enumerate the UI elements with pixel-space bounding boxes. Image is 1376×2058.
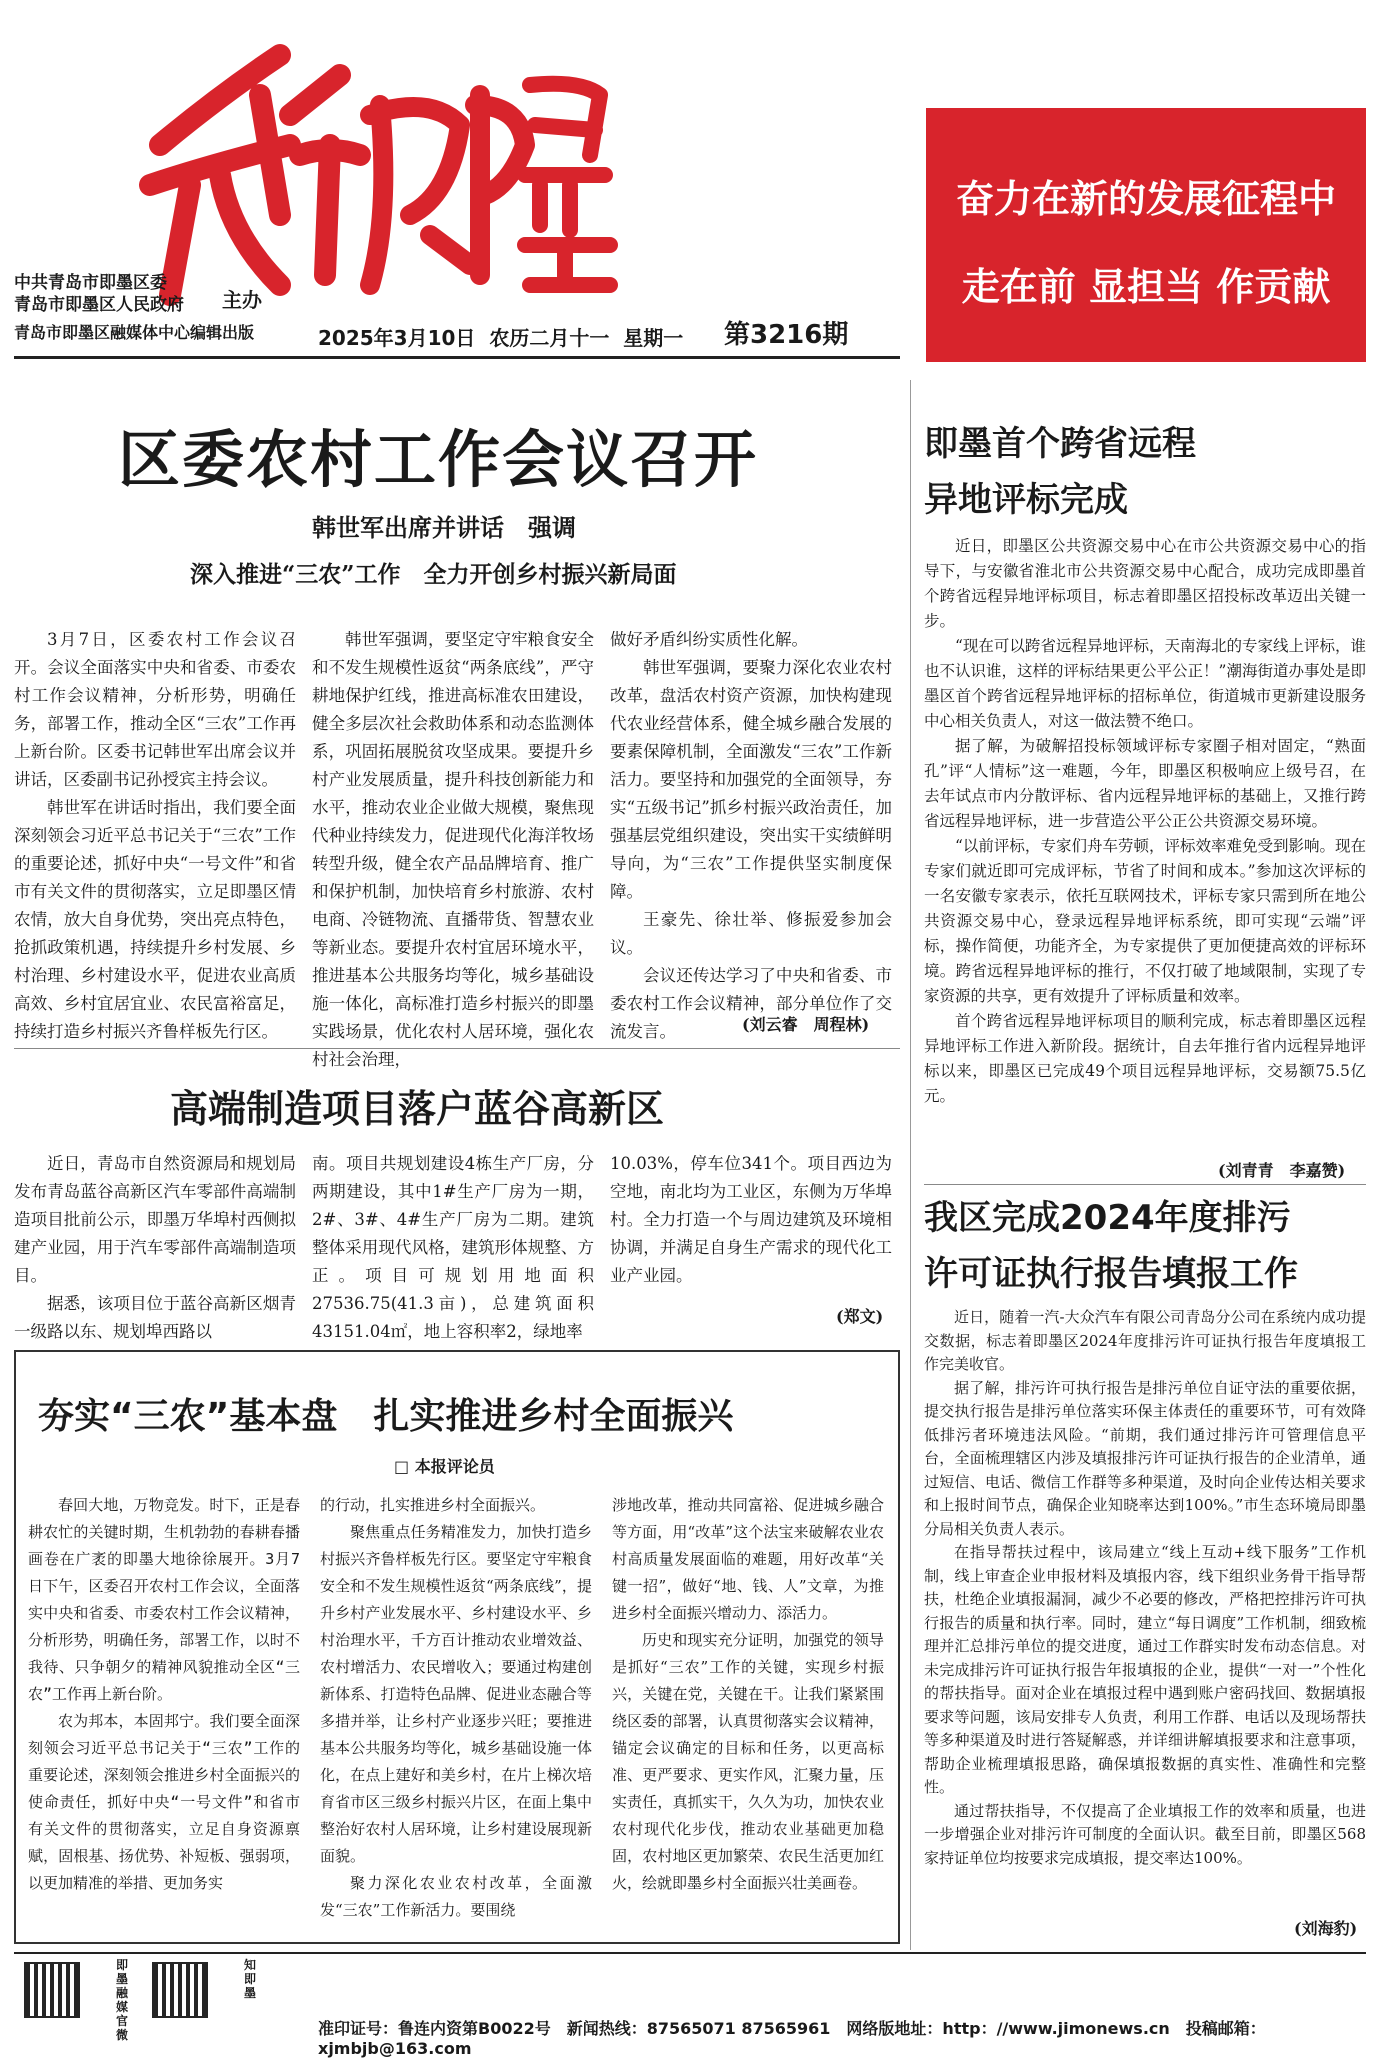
publisher: 青岛市即墨区融媒体中心编辑出版 (14, 323, 255, 342)
paragraph: 通过帮扶指导，不仅提高了企业填报工作的效率和质量，也进一步增强企业对排污许可制度的全面认识。截至目前，即墨区568家持证单位均按要求完成填报，提交率达100%。 (924, 1801, 1366, 1867)
lunar-date: 农历二月十一 (489, 326, 610, 350)
lead-column-2 (312, 626, 594, 1069)
story2-column-1 (14, 1150, 296, 1340)
column-divider (910, 380, 911, 1950)
paragraph: “现在可以跨省远程异地评标，天南海北的专家线上评标，谁也不认识谁，这样的评标结果更公平公正！”潮海街道办事处是即墨区首个跨省远程异地评标的招标单位，街道城市更新建设服务中心相关负责人，对这一做法赞不绝口。 (924, 637, 1366, 730)
paragraph: 涉地改革，推动共同富裕、促进城乡融合等方面，用“改革”这个法宝来破解农业农村高质量发展面临的难题，用好改革“关键一招”，做好“地、钱、人”文章，为推进乡村全面振兴增动力、添活力。 (612, 1496, 884, 1622)
right2-body (924, 1306, 1366, 1936)
issue-number: 第3216期 (724, 320, 849, 350)
paragraph: 据了解，为破解招投标领域评标专家圈子相对固定，“熟面孔”评“人情标”这一难题，今年，即墨区积极响应上级号召，在去年试点市内分散评标、省内远程异地评标的基础上，又推行跨省远程异地评标，进一步营造公平公正公共资源交易环境。 (924, 737, 1366, 830)
paragraph: 韩世军在讲话时指出，我们要全面深刻领会习近平总书记关于“三农”工作的重要论述，抓好中央“一号文件”和省市有关文件的贯彻落实，立足即墨区情农情，放大自身优势，突出亮点特色，抢抓政策机遇，持续提升乡村发展、乡村治理、乡村建设水平，促进农业高质高效、乡村宜居宜业、农民富裕富足，持续打造乡村振兴齐鲁样板先行区。 (14, 798, 296, 1041)
lead-headline: 区委农村工作会议召开 (118, 423, 759, 496)
dateline (318, 322, 683, 351)
story2-column-3 (610, 1150, 892, 1300)
organizer-2: 青岛市即墨区人民政府 (14, 295, 184, 315)
qr-code-icon[interactable] (24, 1962, 80, 2018)
story2-byline: (郑文) (836, 1307, 884, 1326)
author-name: 本报评论员 (414, 1457, 495, 1476)
right1-body (924, 534, 1366, 1154)
paragraph: 据了解，排污许可执行报告是排污单位自证守法的重要依据，提交执行报告是排污单位落实环保主体责任的重要环节，可有效降低排污者环境违法风险。“前期，我们通过排污许可管理信息平台，全面梳理辖区内涉及填报排污许可证执行报告的企业清单，通过短信、电话、微信工作群等多种渠道，及时向企业传达相关要求和上报时间节点，确保企业知晓率达到100%。”市生态环境局即墨分局相关负责人表示。 (924, 1378, 1366, 1538)
lead-column-1 (14, 626, 296, 1041)
right1-headline-line-2: 异地评标完成 (924, 480, 1128, 520)
paragraph: 10.03%，停车位341个。项目西边为空地，南北均为工业区，东侧为万华埠村。全力打造一个与周边建筑及环境相协调，并满足自身生产需求的现代化工业产业园。 (610, 1154, 892, 1285)
weekday: 星期一 (623, 326, 684, 350)
host-label: 主办 (222, 288, 262, 312)
divider (924, 1184, 1366, 1185)
paragraph: 据悉，该项目位于蓝谷高新区烟青一级路以东、规划埠西路以 (14, 1294, 296, 1341)
paragraph: “以前评标，专家们舟车劳顿，评标效率难免受到影响。现在专家们就近即可完成评标，节省了时间和成本。”参加这次评标的一名安徽专家表示，依托互联网技术，评标专家只需到所在地公共资源交易中心，登录远程异地评标系统，即可实现“云端”评标，操作简便，功能齐全，为专家提供了更加便捷高效的评标环境。跨省远程异地评标的推行，不仅打破了地域限制，实现了专家资源的共享，更有效提升了评标质量和效率。 (924, 837, 1366, 1005)
commentary-column-1 (28, 1492, 300, 1932)
paragraph: 王豪先、徐壮举、修振爱参加会议。 (610, 910, 892, 957)
paragraph: 做好矛盾纠纷实质性化解。 (610, 630, 808, 649)
paragraph: 的行动，扎实推进乡村全面振兴。 (320, 1496, 546, 1514)
paragraph: 聚焦重点任务精准发力，加快打造乡村振兴齐鲁样板先行区。要坚定守牢粮食安全和不发生规模性返贫“两条底线”，提升乡村产业发展水平、乡村建设水平、乡村治理水平，千方百计推动农业增效益、农村增活力、农民增收入；要通过构建创新体系、打造特色品牌、促进业态融合等多措并举，让乡村产业逐步兴旺；要推进基本公共服务均等化，城乡基础设施一体化，在点上建好和美乡村，在片上梯次培育省市区三级乡村振兴片区，在面上集中整治好农村人居环境，让乡村建设展现新面貌。 (320, 1523, 592, 1865)
paragraph: 韩世军强调，要聚力深化农业农村改革，盘活农村资产资源，加快构建现代农业经营体系，健全城乡融合发展的要素保障机制，全面激发“三农”工作新活力。要坚持和加强党的全面领导，夯实“五级书记”抓乡村振兴政治责任，加强基层党组织建设，突出实干实绩鲜明导向，为“三农”工作提供坚实制度保障。 (610, 658, 892, 901)
right2-byline: (刘海豹) (1294, 1919, 1358, 1938)
right1-headline-line-1: 即墨首个跨省远程 (924, 424, 1196, 464)
paragraph: 3月7日，区委农村工作会议召开。会议全面落实中央和省委、市委农村工作会议精神，分析形势，明确任务，部署工作，推动全区“三农”工作再上新台阶。区委书记韩世军出席会议并讲话，区委副书记孙授宾主持会议。 (14, 630, 296, 789)
commentary-column-3 (612, 1492, 884, 1932)
paragraph: 农为邦本，本固邦宁。我们要全面深刻领会习近平总书记关于“三农”工作的重要论述，深刻领会推进乡村全面振兴的使命责任，抓好中央“一号文件”和省市有关文件的贯彻落实，立足自身资源禀赋，固根基、扬优势、补短板、强弱项，以更加精准的举措、更加务实 (28, 1712, 300, 1892)
divider (14, 1048, 900, 1049)
paragraph: 首个跨省远程异地评标项目的顺利完成，标志着即墨区远程异地评标工作进入新阶段。据统计，自去年推行省内远程异地评标以来，即墨区已完成49个项目远程异地评标，交易额75.5亿元。 (924, 1012, 1366, 1105)
paragraph: 会议还传达学习了中央和省委、市委农村工作会议精神，部分单位作了交流发言。 (610, 966, 892, 1041)
footer-info: 准印证号：鲁连内资第B0022号 新闻热线：87565071 87565961 网络版地址：http：//www.jimonews.cn 投稿邮箱：xjmbjb@163.com (318, 2019, 1266, 2058)
paragraph: 近日，随着一汽-大众汽车有限公司青岛分公司在系统内成功提交数据，标志着即墨区2024年度排污许可证执行报告年度填报工作完美收官。 (924, 1308, 1366, 1373)
organizer-1: 中共青岛市即墨区委 (14, 273, 167, 293)
footer-rule (14, 1952, 1366, 1954)
lead-subhead-2: 深入推进“三农”工作 全力开创乡村振兴新局面 (190, 561, 677, 588)
lead-subhead-1: 韩世军出席并讲话 强调 (312, 513, 576, 542)
story2-column-2 (312, 1150, 594, 1340)
paragraph: 近日，即墨区公共资源交易中心在市公共资源交易中心的指导下，与安徽省淮北市公共资源交易中心配合，成功完成即墨首个跨省远程异地评标项目，标志着即墨区招投标改革迈出关键一步。 (924, 537, 1366, 630)
newspaper-logo (130, 35, 610, 305)
date: 2025年3月10日 (318, 326, 476, 350)
right2-headline-line-1: 我区完成2024年度排污 (924, 1198, 1291, 1238)
slogan-line-2: 走在前 显担当 作贡献 (961, 265, 1331, 309)
paragraph: 韩世军强调，要坚定守牢粮食安全和不发生规模性返贫“两条底线”，严守耕地保护红线，推进高标准农田建设，健全多层次社会救助体系和动态监测体系，巩固拓展脱贫攻坚成果。要提升乡村产业发展质量，提升科技创新能力和水平，推动农业企业做大规模，聚焦现代种业持续发力，促进现代化海洋牧场转型升级，健全农产品品牌培育、推广和保护机制，加快培育乡村旅游、农村电商、冷链物流、直播带货、智慧农业等新业态。要提升农村宜居环境水平，推进基本公共服务均等化，城乡基础设施一体化，高标准打造乡村振兴的即墨实践场景，优化农村人居环境，强化农村社会治理， (312, 630, 594, 1069)
right1-headline (924, 416, 1196, 528)
commentary-column-2 (320, 1492, 592, 1932)
qr1-label: 即墨融媒官微 (116, 1958, 129, 2042)
commentary-headline: 夯实“三农”基本盘 扎实推进乡村全面振兴 (38, 1396, 734, 1437)
paragraph: 聚力深化农业农村改革，全面激发“三农”工作新活力。要围绕 (320, 1874, 592, 1919)
qr2-label: 知即墨 (244, 1958, 257, 2000)
paragraph: 近日，青岛市自然资源局和规划局发布青岛蓝谷高新区汽车零部件高端制造项目批前公示，即墨万华埠村西侧拟建产业园，用于汽车零部件高端制造项目。 (14, 1154, 296, 1285)
paragraph: 历史和现实充分证明，加强党的领导是抓好“三农”工作的关键，实现乡村振兴，关键在党，关键在干。让我们紧紧围绕区委的部署，认真贯彻落实会议精神，锚定会议确定的目标和任务，以更高标准、更严要求、更实作风，汇聚力量，压实责任，真抓实干，久久为功，加快农业农村现代化步伐，推动农业基础更加稳固，农村地区更加繁荣、农民生活更加红火，绘就即墨乡村全面振兴壮美画卷。 (612, 1631, 884, 1892)
slogan-banner (926, 108, 1366, 362)
masthead-rule (14, 356, 900, 359)
qr-code-icon[interactable] (152, 1962, 208, 2018)
right2-headline-line-2: 许可证执行报告填报工作 (924, 1254, 1298, 1294)
lead-byline: (刘云睿 周程林) (742, 1015, 870, 1034)
paragraph: 南。项目共规划建设4栋生产厂房，分两期建设，其中1#生产厂房为一期，2#、3#、4#生产厂房为二期。建筑整体采用现代风格，建筑形体规整、方正。项目可规划用地面积27536.75(41.3亩)，总建筑面积43151.04㎡，地上容积率2，绿地率 (312, 1154, 594, 1341)
story2-headline: 高端制造项目落户蓝谷高新区 (170, 1087, 665, 1131)
paragraph: 在指导帮扶过程中，该局建立“线上互动+线下服务”工作机制，线上审查企业申报材料及填报内容，线下组织业务骨干指导帮扶，杜绝企业填报漏洞，减少不必要的修改，严格把控排污许可执行报告的质量和执行率。同时，建立“每日调度”工作机制，细致梳理并汇总排污单位的提交进度，通过工作群实时发布动态信息。对未完成排污许可证执行报告年报填报的企业，提供“一对一”个性化的帮扶指导。面对企业在填报过程中遇到账户密码找回、数据填报要求等问题，该局安排专人负责，利用工作群、电话以及现场帮扶等多种渠道及时进行答疑解惑，并详细讲解填报要求和注意事项，帮助企业梳理填报思路，确保填报数据的真实性、准确性和完整性。 (924, 1543, 1366, 1796)
right1-byline: (刘青青 李嘉赞) (1218, 1161, 1346, 1180)
commentary-box (14, 1350, 900, 1944)
right2-headline (924, 1190, 1298, 1302)
slogan-line-1: 奋力在新的发展征程中 (955, 177, 1336, 221)
commentary-author: □ 本报评论员 (394, 1457, 495, 1476)
paragraph: 春回大地，万物竞发。时下，正是春耕农忙的关键时期，生机勃勃的春耕春播画卷在广袤的即墨大地徐徐展开。3月7日下午，区委召开农村工作会议，全面落实中央和省委、市委农村工作会议精神，分析形势，明确任务，部署工作，以时不我待、只争朝夕的精神风貌推动全区“三农”工作再上新台阶。 (28, 1496, 300, 1703)
